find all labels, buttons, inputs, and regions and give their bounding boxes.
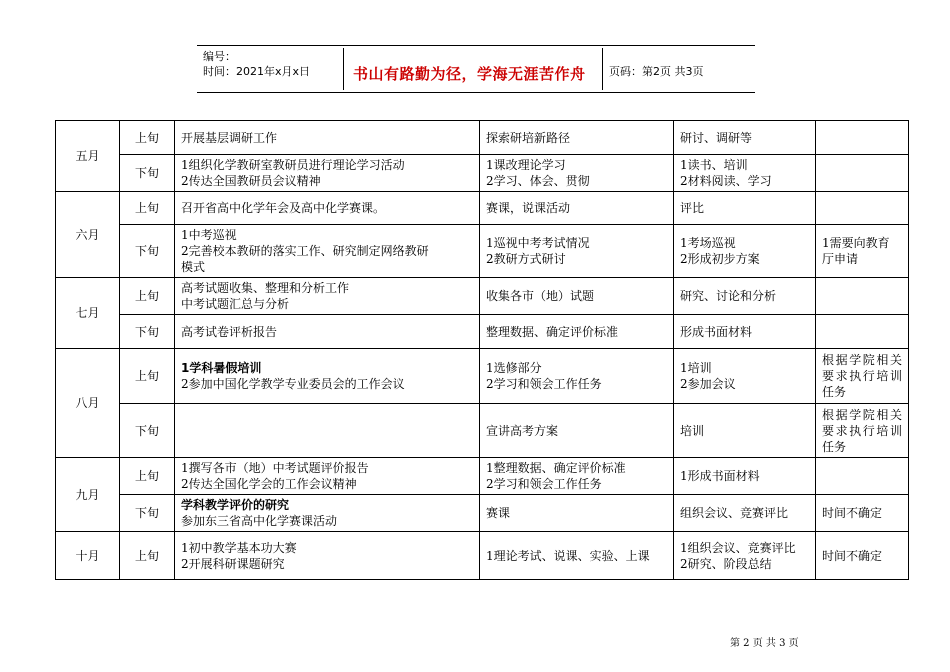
task-cell-line: 2传达全国教研员会议精神 — [181, 174, 321, 188]
period-cell: 下旬 — [120, 225, 175, 278]
table-row — [56, 495, 909, 532]
method-cell — [480, 349, 674, 404]
table-row — [56, 404, 909, 458]
table-row — [56, 278, 909, 315]
note-cell — [816, 532, 909, 580]
method-cell — [480, 495, 674, 532]
method-cell-line: 2学习和领会工作任务 — [486, 377, 602, 391]
task-cell-line: 参加东三省高中化学赛课活动 — [181, 514, 338, 528]
task-cell-line: 2开展科研课题研究 — [181, 556, 285, 571]
form-cell-line: 1考场巡视 — [680, 236, 736, 250]
task-cell-line: 高考试卷评析报告 — [181, 324, 278, 339]
method-cell — [480, 155, 674, 192]
period-cell: 上旬 — [120, 458, 175, 495]
task-cell-line: 高考试题收集、整理和分析工作 — [181, 281, 350, 295]
note-cell-line: 时间不确定 — [822, 548, 883, 563]
motto-text: 书山有路勤为径，学海无涯苦作舟 — [353, 65, 586, 83]
task-cell-line: 召开省高中化学年会及高中化学赛课。 — [181, 201, 386, 215]
method-cell-line: 整理数据、确定评价标准 — [486, 324, 619, 339]
task-cell — [175, 192, 480, 225]
form-cell — [674, 495, 816, 532]
month-cell: 五月 — [56, 121, 120, 192]
form-cell — [674, 349, 816, 404]
method-cell — [480, 225, 674, 278]
form-cell — [674, 404, 816, 458]
form-cell-line: 2材料阅读、学习 — [680, 174, 772, 188]
form-cell-line: 研讨、调研等 — [680, 130, 753, 145]
form-cell-line: 培训 — [680, 423, 705, 438]
schedule-table — [55, 120, 909, 580]
method-cell — [480, 192, 674, 225]
table-row — [56, 315, 909, 349]
page-footer: 第 2 页 共 3 页 — [730, 638, 799, 649]
method-cell-line: 2学习、体会、贯彻 — [486, 174, 590, 188]
task-cell-line: 中考试题汇总与分析 — [181, 297, 290, 311]
note-cell — [816, 315, 909, 349]
period-cell: 上旬 — [120, 278, 175, 315]
form-cell-line: 2研究、阶段总结 — [680, 556, 772, 571]
note-cell-line: 时间不确定 — [822, 506, 883, 520]
task-cell — [175, 225, 480, 278]
period-cell: 下旬 — [120, 404, 175, 458]
form-cell — [674, 225, 816, 278]
note-cell — [816, 404, 909, 458]
task-cell-line: 1学科暑假培训 — [181, 361, 262, 375]
form-cell-line: 研究、讨论和分析 — [680, 289, 777, 303]
note-cell — [816, 225, 909, 278]
period-cell: 上旬 — [120, 349, 175, 404]
method-cell — [480, 315, 674, 349]
note-cell — [816, 155, 909, 192]
note-cell-line: 根据学院相关要求执行培训任务 — [822, 353, 902, 399]
header-bottom-rule — [197, 92, 755, 93]
method-cell-line: 宣讲高考方案 — [486, 423, 559, 438]
task-cell-line: 1组织化学教研室教研员进行理论学习活动 — [181, 158, 405, 172]
method-cell-line: 1巡视中考考试情况 — [486, 236, 590, 250]
method-cell — [480, 458, 674, 495]
note-cell-line: 根据学院相关要求执行培训任务 — [822, 407, 902, 454]
method-cell — [480, 532, 674, 580]
method-cell-line: 2学习和领会工作任务 — [486, 477, 602, 491]
method-cell — [480, 404, 674, 458]
period-cell: 上旬 — [120, 121, 175, 155]
table-row — [56, 532, 909, 580]
page-number-label: 页码：第2页 共3页 — [609, 65, 704, 78]
method-cell — [480, 278, 674, 315]
form-cell — [674, 155, 816, 192]
note-cell — [816, 121, 909, 155]
period-cell: 下旬 — [120, 155, 175, 192]
task-cell-line: 学科教学评价的研究 — [181, 498, 290, 512]
task-cell — [175, 315, 480, 349]
method-cell-line: 2教研方式研讨 — [486, 252, 566, 266]
task-cell — [175, 532, 480, 580]
header-divider — [602, 48, 603, 90]
note-cell-line: 1需要向教育 — [822, 236, 890, 250]
month-cell: 十月 — [56, 532, 120, 580]
note-cell — [816, 192, 909, 225]
method-cell-line: 1课改理论学习 — [486, 158, 566, 172]
table-row — [56, 458, 909, 495]
note-cell — [816, 458, 909, 495]
form-cell-line: 组织会议、竞赛评比 — [680, 506, 789, 520]
table-row — [56, 155, 909, 192]
task-cell — [175, 458, 480, 495]
form-cell-line: 1组织会议、竞赛评比 — [680, 540, 796, 555]
method-cell-line: 赛课 — [486, 506, 511, 520]
task-cell-line: 2传达全国化学会的工作会议精神 — [181, 477, 357, 491]
form-cell-line: 评比 — [680, 201, 705, 215]
form-cell — [674, 458, 816, 495]
form-cell-line: 2形成初步方案 — [680, 252, 760, 266]
form-cell-line: 1读书、培训 — [680, 158, 748, 172]
page-header — [197, 45, 755, 93]
task-cell-line: 1初中教学基本功大赛 — [181, 540, 297, 555]
form-cell — [674, 532, 816, 580]
task-cell — [175, 495, 480, 532]
method-cell-line: 收集各市（地）试题 — [486, 289, 595, 303]
method-cell-line: 1整理数据、确定评价标准 — [486, 461, 626, 475]
period-cell: 上旬 — [120, 192, 175, 225]
period-cell: 下旬 — [120, 495, 175, 532]
method-cell-line: 1理论考试、说课、实验、上课 — [486, 548, 650, 563]
header-top-rule — [197, 45, 755, 46]
task-cell-line: 1中考巡视 — [181, 228, 237, 242]
table-row — [56, 349, 909, 404]
method-cell-line: 探索研培新路径 — [486, 130, 571, 145]
table-row — [56, 121, 909, 155]
task-cell-line: 1撰写各市（地）中考试题评价报告 — [181, 461, 369, 475]
header-divider — [343, 48, 344, 90]
form-cell — [674, 315, 816, 349]
task-cell-line: 2参加中国化学教学专业委员会的工作会议 — [181, 377, 405, 391]
task-cell-line: 模式 — [181, 260, 206, 274]
form-cell-line: 1形成书面材料 — [680, 469, 760, 483]
form-cell-line: 形成书面材料 — [680, 324, 753, 339]
task-cell — [175, 349, 480, 404]
form-cell — [674, 121, 816, 155]
period-cell: 下旬 — [120, 315, 175, 349]
task-cell — [175, 404, 480, 458]
month-cell: 八月 — [56, 349, 120, 458]
note-cell-line: 厅申请 — [822, 252, 859, 266]
note-cell — [816, 349, 909, 404]
method-cell — [480, 121, 674, 155]
task-cell-line: 2完善校本教研的落实工作、研究制定网络教研 — [181, 244, 429, 258]
form-cell-line: 2参加会议 — [680, 377, 736, 391]
number-label: 编号： — [203, 50, 236, 63]
month-cell: 六月 — [56, 192, 120, 278]
form-cell — [674, 278, 816, 315]
time-label: 时间：2021年x月x日 — [203, 65, 311, 78]
task-cell — [175, 278, 480, 315]
note-cell — [816, 278, 909, 315]
table-row — [56, 225, 909, 278]
task-cell — [175, 121, 480, 155]
form-cell — [674, 192, 816, 225]
table-row — [56, 192, 909, 225]
task-cell — [175, 155, 480, 192]
month-cell: 七月 — [56, 278, 120, 349]
task-cell-line: 开展基层调研工作 — [181, 130, 278, 145]
month-cell: 九月 — [56, 458, 120, 532]
period-cell: 上旬 — [120, 532, 175, 580]
note-cell — [816, 495, 909, 532]
form-cell-line: 1培训 — [680, 361, 712, 375]
method-cell-line: 赛课，说课活动 — [486, 201, 571, 215]
method-cell-line: 1选修部分 — [486, 361, 542, 375]
